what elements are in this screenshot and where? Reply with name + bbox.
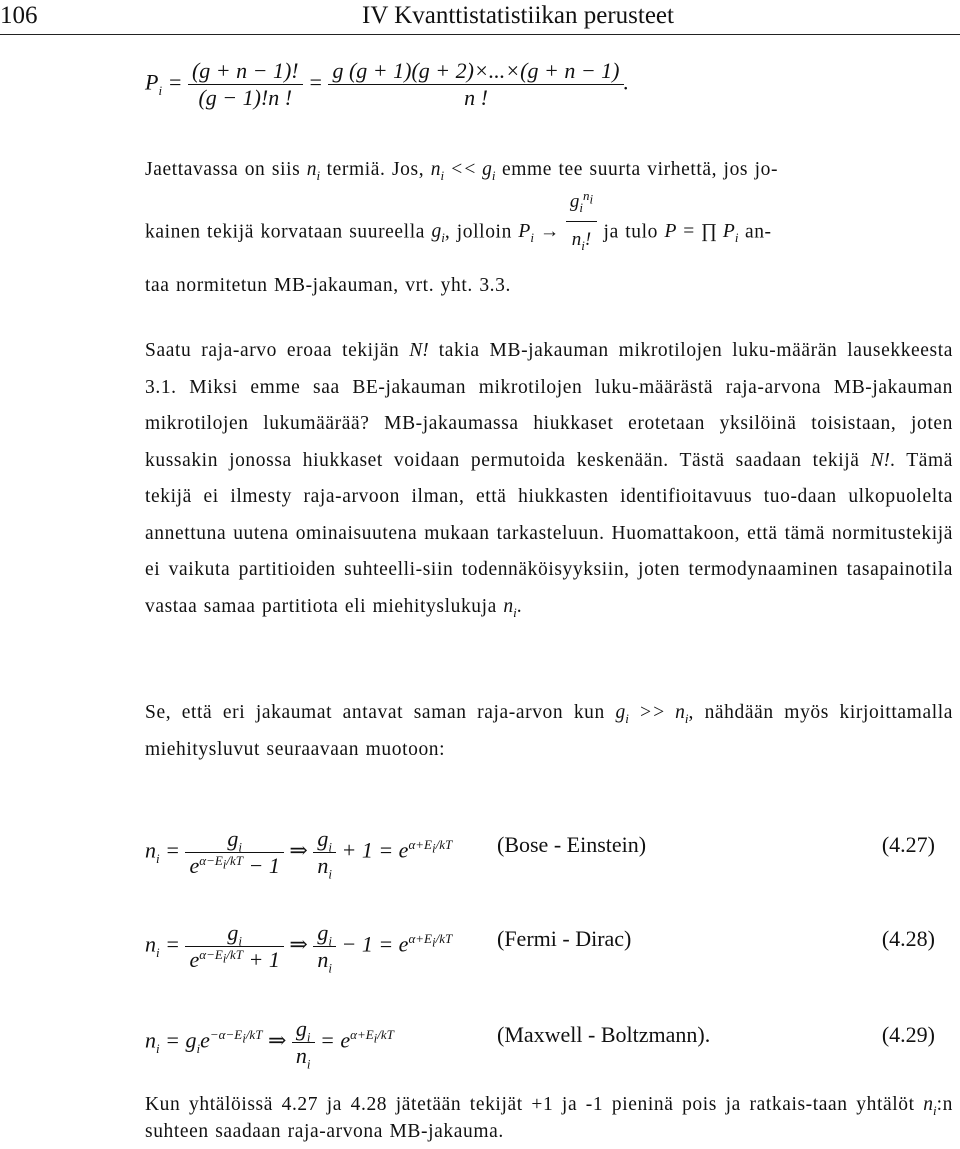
eq2-label: (Fermi - Dirac) bbox=[497, 926, 632, 951]
frac2-num: g (g + 1)(g + 2)×...×(g + n − 1) bbox=[332, 58, 620, 83]
paragraph-1: Jaettavassa on siis $n_i$ termiä. Jos, $n_i << g_i$ emme tee suurta virhettä, jos jo- bbox=[145, 159, 779, 183]
p2-text-1: Saatu raja-arvo eroaa tekijän bbox=[145, 340, 400, 361]
eq1-math: $n_i$ = $\frac{g_i}{e^{\alpha-E_i/kT} - 1}$ ⇒ $\frac{g_i}{n_i}$ + $1 = e^{\alpha+E_i/kT}$ bbox=[145, 826, 453, 882]
eq3-number: (4.29) bbox=[881, 1022, 935, 1047]
p1-text-8: taa normitetun MB-jakauman, vrt. yht. 3.3. bbox=[145, 275, 511, 296]
eq2-math: $n_i$ = $\frac{g_i}{e^{\alpha-E_i/kT} + 1}$ ⇒ $\frac{g_i}{n_i}$ − $1 = e^{\alpha+E_i/kT}$ bbox=[145, 920, 453, 976]
p1-text-4: kainen tekijä korvataan suureella bbox=[145, 221, 425, 243]
frac2-den: n ! bbox=[328, 84, 623, 111]
p1-text-7: an- bbox=[744, 221, 772, 243]
eq3-math: $n_i = g_ie^{-\alpha-E_i/kT}$ ⇒ $\frac{g_i}{n_i}$ = $e^{\alpha+E_i/kT}$ bbox=[145, 1016, 394, 1072]
formula-frac-1 bbox=[188, 58, 303, 111]
eq3-label: (Maxwell - Boltzmann). bbox=[497, 1022, 711, 1047]
page-number: 106 bbox=[0, 2, 38, 29]
chapter-title: IV Kvanttistatistiikan perusteet bbox=[362, 2, 674, 29]
p4-text-2: :n suhteen saadaan raja-arvona MB-jakauma. bbox=[145, 1094, 953, 1142]
p3-text-1: Se, että eri jakaumat antavat saman raja-arvon kun bbox=[145, 702, 605, 723]
paragraph-1-line-3 bbox=[145, 268, 953, 305]
p1-text-6: ja tulo bbox=[603, 221, 659, 243]
p2-text-3: Tämä tekijä ei ilmesty raja-arvoon ilman, että hiukkasten identifioitavuus tuo-daan ulkopuolelta annettuna uutena ominaisuutena mukaan tarkasteluun. Huomattakoon, että tämä normitustekijä ei vaikuta partitioiden suhteelli-siin todennäköisyyksiin, joten termodynaaminen tasapainotila vastaa samaa partitiota eli miehityslukuja bbox=[145, 449, 953, 617]
p4-text-1: Kun yhtälöissä 4.27 ja 4.28 jätetään tekijät +1 ja -1 pieninä pois ja ratkais-taan yhtälöt bbox=[145, 1094, 915, 1115]
p2-text-2: takia MB-jakauman mikrotilojen luku-määrän lausekkeesta 3.1. Miksi emme saa BE-jakauman mikrotilojen luku-määrästä raja-arvona MB-jakauman mikrotilojen lukumäärää? MB-jakaumassa hiukkaset erotetaan yksilöinä toisistaan, joten kussakin jonossa hiukkaset voidaan permutoida keskenään. Tästä saadaan tekijä bbox=[145, 340, 954, 471]
p1-text-2: termiä. Jos, bbox=[326, 159, 425, 180]
n-factorial-2: N! bbox=[870, 449, 891, 471]
p1-text-5: , jolloin bbox=[444, 221, 512, 243]
eq1-number: (4.27) bbox=[881, 832, 935, 857]
paragraph-2: Saatu raja-arvo eroaa tekijän N! takia MB-jakauman mikrotilojen luku-määrän lausekkeesta 3.1. Miksi emme saa BE-jakauman mikrotilojen luku-määrästä raja-arvona MB-jakauman mikrotilojen lukumäärää? MB-jakaumassa hiukkaset erotetaan yksilöinä toisistaan, joten kussakin jonossa hiukkaset voidaan permutoida keskenään. Tästä saadaan tekijä N!. Tämä tekijä ei ilmesty raja-arvoon ilman, että hiukkasten identifioitavuus tuo-daan ulkopuolelta annettuna uutena ominaisuutena mukaan tarkasteluun. Huomattakoon, että tämä normitustekijä ei vaikuta partitioiden suhteelli-siin todennäköisyyksiin, joten termodynaaminen tasapainotila vastaa samaa partitiota eli miehityslukuja $n_i$. bbox=[145, 340, 954, 620]
equation-bose-einstein bbox=[145, 812, 935, 882]
paragraph-3: Se, että eri jakaumat antavat saman raja-arvon kun $g_i >> n_i$, nähdään myös kirjoittamalla miehitysluvut seuraavaan muotoon: bbox=[145, 702, 953, 760]
paragraph-4: Kun yhtälöissä 4.27 ja 4.28 jätetään tekijät +1 ja -1 pieninä pois ja ratkais-taan yhtälöt $n_i:n$ suhteen saadaan raja-arvona MB-jakauma. bbox=[145, 1094, 953, 1142]
n-factorial-1: N! bbox=[409, 340, 429, 361]
top-formula: $P_i$ = $\frac{(g + n - 1)!}{(g - 1)!n !}$ = $\frac{g (g + 1)(g + 2)\times...\times(g + n - 1)}{n !}$ . bbox=[145, 58, 629, 110]
equation-maxwell-boltzmann bbox=[145, 1002, 935, 1072]
formula-lhs: P bbox=[145, 69, 159, 95]
p1-text-1: Jaettavassa on siis bbox=[145, 159, 301, 180]
formula-frac-2 bbox=[328, 58, 623, 111]
p3-text-2: , nähdään myös kirjoittamalla miehitysluvut seuraavaan muotoon: bbox=[145, 702, 953, 760]
p1-frac: $\frac{g_i^{n_i}}{n_i!}$ bbox=[566, 184, 597, 258]
p1-text-3: emme tee suurta virhettä, jos jo- bbox=[502, 159, 779, 180]
frac1-den: (g − 1)!n ! bbox=[188, 84, 303, 111]
equation-fermi-dirac bbox=[145, 906, 935, 976]
page-header bbox=[0, 0, 960, 36]
paragraph-1-line-2: kainen tekijä korvataan suureella $g_i$, jolloin $P_i$ → $\frac{g_i^{n_i}}{n_i!}$ ja tulo P = ∏ $P_i$ an- bbox=[145, 208, 953, 258]
header-rule bbox=[0, 34, 960, 35]
frac1-num: (g + n − 1)! bbox=[191, 58, 299, 83]
formula-lhs-sub: i bbox=[158, 82, 163, 98]
eq1-label: (Bose - Einstein) bbox=[497, 832, 647, 857]
eq2-number: (4.28) bbox=[881, 926, 935, 951]
